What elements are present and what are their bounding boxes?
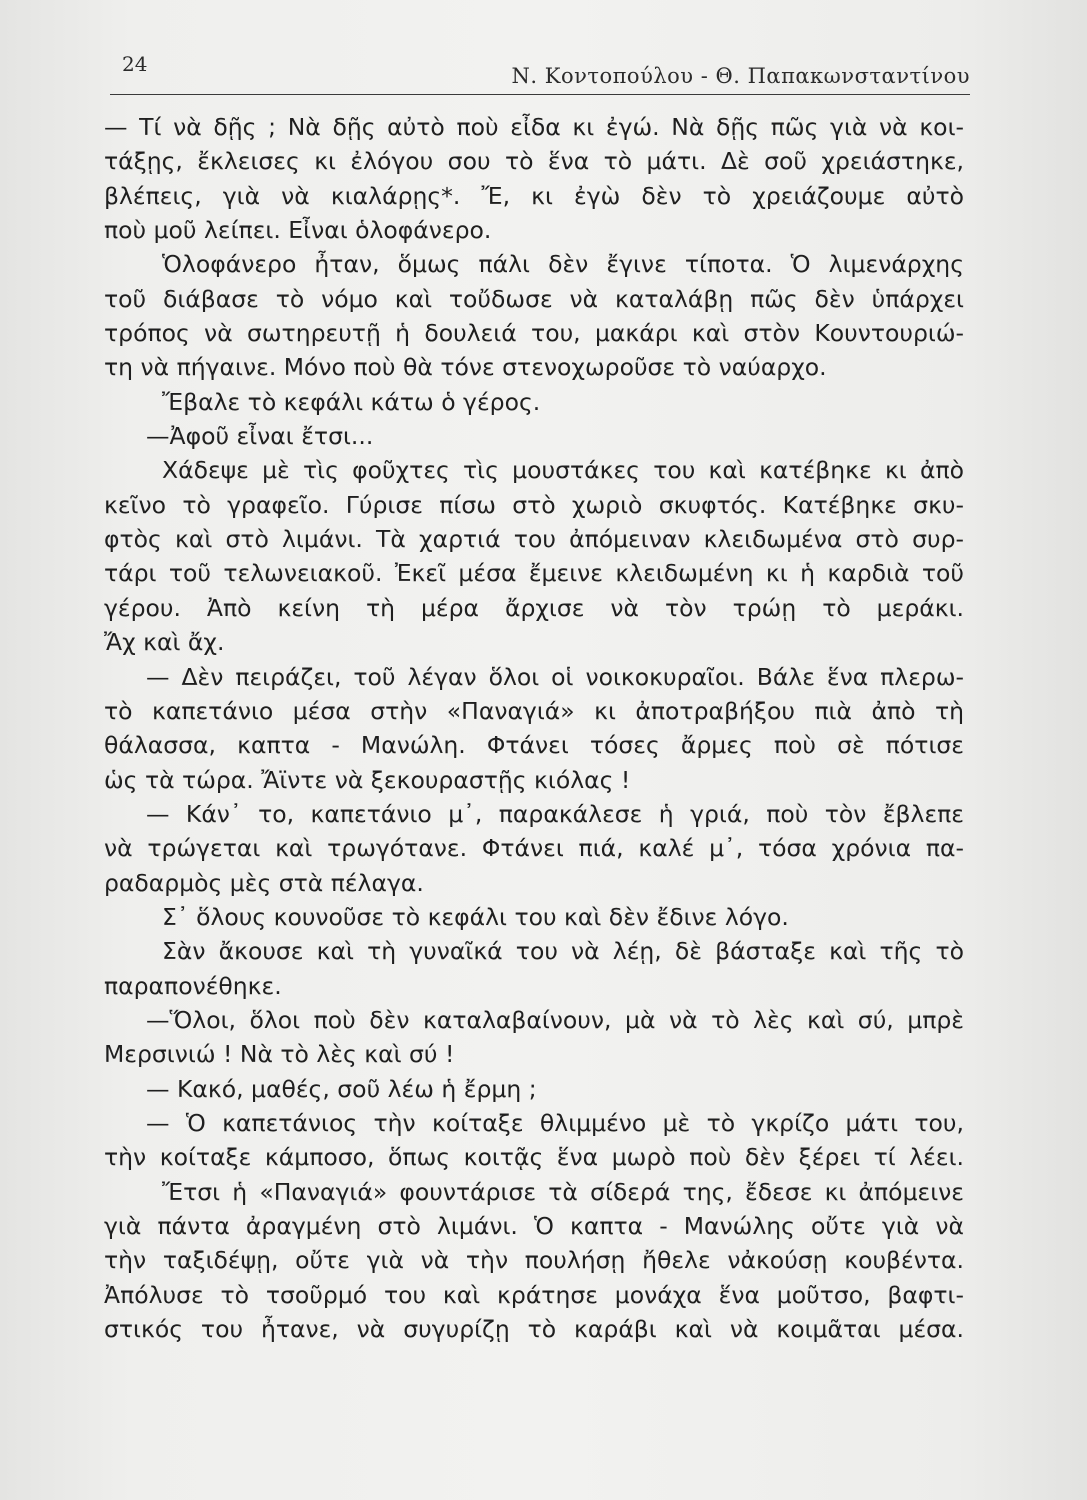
text-line: ραδαρμὸς μὲς στὰ πέλαγα. [104, 868, 424, 897]
header-rule [110, 94, 970, 95]
text-line: ὡς τὰ τώρα. Ἄϊντε νὰ ξεκουραστῇς κιόλας ! [104, 765, 631, 794]
text-line: τὸ καπετάνιο μέσα στὴν «Παναγιά» κι ἀποτραβήξου πιὰ ἀπὸ τὴ [104, 696, 964, 725]
text-line: — Κάν᾽ το, καπετάνιο μ᾽, παρακάλεσε ἡ γριά, ποὺ τὸν ἔβλεπε [146, 799, 964, 828]
text-line: κεῖνο τὸ γραφεῖο. Γύρισε πίσω στὸ χωριὸ σκυφτός. Κατέβηκε σκυ- [104, 490, 964, 519]
text-line: —Ἀφοῦ εἶναι ἔτσι... [146, 422, 374, 451]
text-line: Ἄχ καὶ ἄχ. [104, 628, 225, 657]
text-line: — Κακό, μαθές, σοῦ λέω ἡ ἔρμη ; [146, 1074, 537, 1103]
page-number: 24 [122, 52, 148, 76]
text-line: παραπονέθηκε. [104, 971, 282, 1000]
text-line: — Τί νὰ δῇς ; Νὰ δῇς αὐτὸ ποὺ εἶδα κι ἐγώ. Νὰ δῇς πῶς γιὰ νὰ κοι- [104, 113, 964, 141]
text-line: — Ὁ καπετάνιος τὴν κοίταξε θλιμμένο μὲ τὸ γκρίζο μάτι του, [146, 1108, 964, 1137]
text-line: Μερσινιώ ! Νὰ τὸ λὲς καὶ σύ ! [104, 1040, 455, 1069]
text-line: θάλασσα, καπτα - Μανώλη. Φτάνει τόσες ἄρμες ποὺ σὲ πότισε [104, 731, 964, 760]
text-line: Χάδεψε μὲ τὶς φοῦχτες τὶς μουστάκες του καὶ κατέβηκε κι ἀπὸ [162, 456, 964, 485]
text-line: τοῦ διάβασε τὸ νόμο καὶ τοὔδωσε νὰ καταλάβῃ πῶς δὲν ὑπάρχει [104, 284, 964, 313]
text-line: νὰ τρώγεται καὶ τρωγότανε. Φτάνει πιά, καλέ μ᾽, τόσα χρόνια πα- [104, 834, 964, 863]
running-head: Ν. Κοντοπούλου - Θ. Παπακωνσταντίνου [511, 64, 970, 88]
text-line: —Ὅλοι, ὅλοι ποὺ δὲν καταλαβαίνουν, μὰ νὰ τὸ λὲς καὶ σύ, μπρὲ [146, 1005, 964, 1034]
text-line: Σὰν ἄκουσε καὶ τὴ γυναῖκά του νὰ λέῃ, δὲ βάσταξε καὶ τῆς τὸ [162, 937, 964, 966]
text-line: γιὰ πάντα ἀραγμένη στὸ λιμάνι. Ὁ καπτα - Μανώλης οὔτε γιὰ νὰ [104, 1212, 964, 1240]
page-header [110, 48, 970, 98]
text-line: στικός του ἦτανε, νὰ συγυρίζῃ τὸ καράβι καὶ νὰ κοιμᾶται μέσα. [104, 1315, 964, 1344]
text-line: ποὺ μοῦ λείπει. Εἶναι ὁλοφάνερο. [104, 216, 492, 245]
text-line: Ἔβαλε τὸ κεφάλι κάτω ὁ γέρος. [162, 387, 541, 416]
text-line: βλέπεις, γιὰ νὰ κιαλάρῃς*. Ἔ, κι ἐγὼ δὲν τὸ χρειάζουμε αὐτὸ [104, 181, 964, 210]
text-line: φτὸς καὶ στὸ λιμάνι. Τὰ χαρτιά του ἀπόμειναν κλειδωμένα στὸ συρ- [104, 525, 964, 554]
text-line: Ἀπόλυσε τὸ τσοῦρμό του καὶ κράτησε μονάχα ἕνα μοῦτσο, βαφτι- [104, 1280, 964, 1309]
text-line: τὴν κοίταξε κάμποσο, ὅπως κοιτᾷς ἕνα μωρὸ ποὺ δὲν ξέρει τί λέει. [104, 1143, 964, 1172]
text-line: τη νὰ πήγαινε. Μόνο ποὺ θὰ τόνε στενοχωροῦσε τὸ ναύαρχο. [104, 353, 827, 382]
text-line: γέρου. Ἀπὸ κείνη τὴ μέρα ἄρχισε νὰ τὸν τρώῃ τὸ μεράκι. [104, 593, 964, 622]
text-line: Ἔτσι ἡ «Παναγιά» φουντάρισε τὰ σίδερά της, ἔδεσε κι ἀπόμεινε [162, 1177, 964, 1206]
text-line: Σ᾽ ὅλους κουνοῦσε τὸ κεφάλι του καὶ δὲν ἔδινε λόγο. [162, 902, 789, 931]
text-line: Ὁλοφάνερο ἦταν, ὅμως πάλι δὲν ἔγινε τίποτα. Ὁ λιμενάρχης [162, 250, 964, 279]
text-line: τάρι τοῦ τελωνειακοῦ. Ἐκεῖ μέσα ἔμεινε κλειδωμένη κι ἡ καρδιὰ τοῦ [104, 559, 964, 588]
text-line: τὴν ταξιδέψῃ, οὔτε γιὰ νὰ τὴν πουλήσῃ ἤθελε νἀκούσῃ κουβέντα. [104, 1246, 964, 1275]
text-line: — Δὲν πειράζει, τοῦ λέγαν ὅλοι οἱ νοικοκυραῖοι. Βάλε ἕνα πλερω- [146, 662, 964, 691]
text-line: τάξῃς, ἔκλεισες κι ἐλόγου σου τὸ ἕνα τὸ μάτι. Δὲ σοῦ χρειάστηκε, [104, 147, 964, 176]
body-text [104, 110, 964, 1346]
text-line: τρόπος νὰ σωτηρευτῇ ἡ δουλειά του, μακάρι καὶ στὸν Κουντουριώ- [104, 319, 964, 348]
